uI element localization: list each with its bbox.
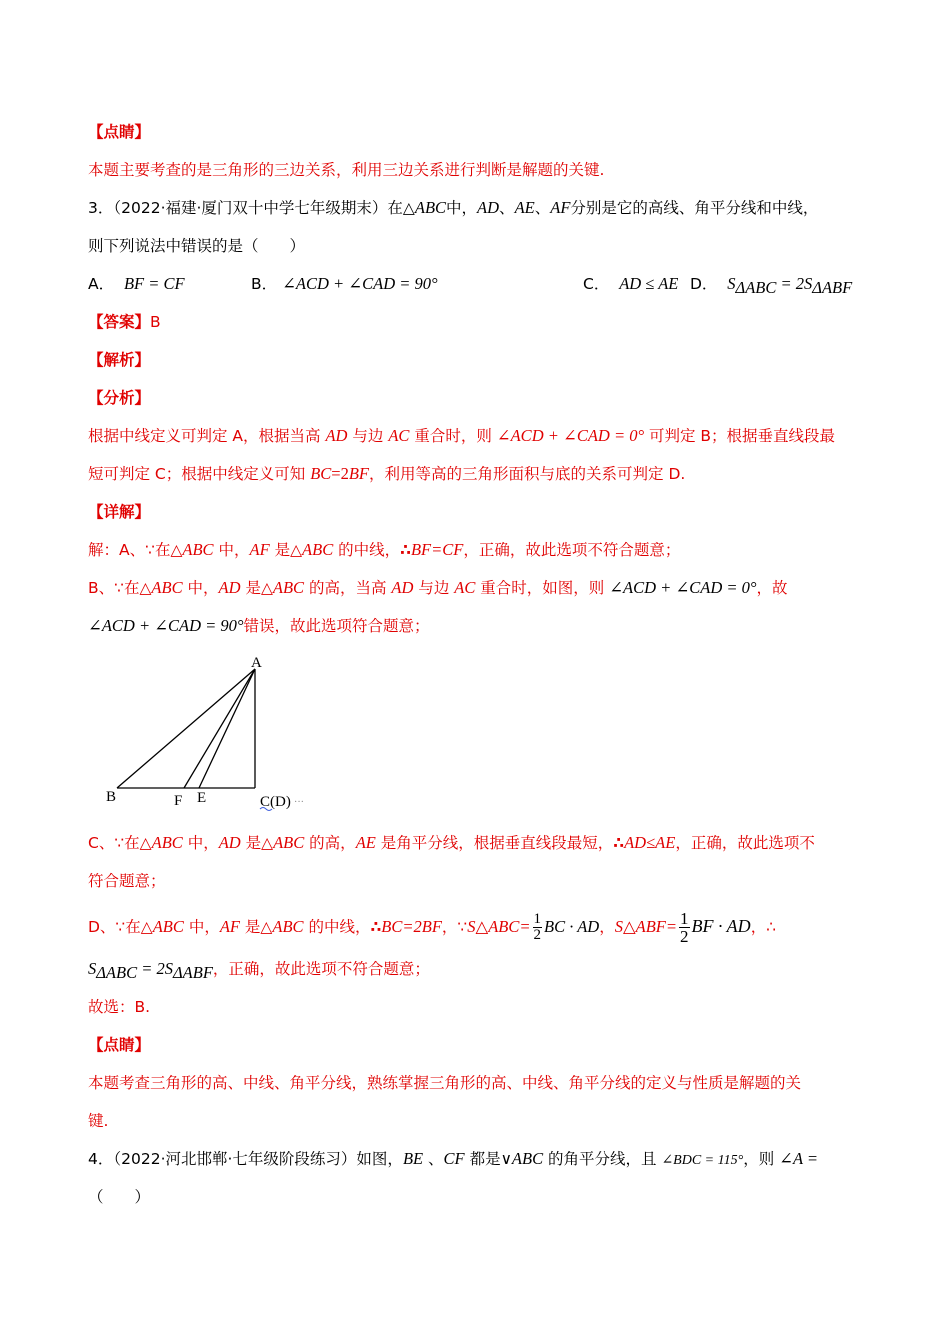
math: ABC xyxy=(273,833,305,852)
text: 与边 xyxy=(413,579,455,597)
segment-af xyxy=(184,669,255,788)
math: BC xyxy=(310,464,332,483)
math: ABC xyxy=(272,578,305,597)
frac-num: 1 xyxy=(533,911,542,927)
math: AE xyxy=(355,833,376,852)
detail-d xyxy=(88,910,776,945)
option-b xyxy=(251,273,438,295)
text: D、∵在△ xyxy=(88,918,153,936)
text: 中， xyxy=(446,199,478,217)
text: B、∵在△ xyxy=(88,579,152,597)
text: 的高， xyxy=(304,834,356,852)
math: ABC xyxy=(272,917,304,936)
option-a xyxy=(88,273,185,295)
option-label: B． xyxy=(251,275,278,293)
question-4-stem-line2: （ ） xyxy=(88,1188,151,1206)
math: S xyxy=(727,274,736,293)
math-af: AF xyxy=(550,198,571,217)
text: 是△ xyxy=(240,834,274,852)
jiexi-label: 【解析】 xyxy=(88,351,151,369)
text: 短可判定 C；根据中线定义可知 xyxy=(88,465,311,483)
therefore-symbol: ∴ xyxy=(370,918,382,936)
text: ， xyxy=(599,918,615,936)
dianjing-text-2: 本题考查三角形的高、中线、角平分线，熟练掌握三角形的高、中线、角平分线的定义与性质是解题的关 xyxy=(88,1074,802,1092)
detail-d-line2 xyxy=(88,958,430,984)
math: BC=2BF xyxy=(381,917,442,936)
question-number: 4． xyxy=(88,1150,114,1168)
text: 中， xyxy=(213,541,250,559)
text: C、∵在△ xyxy=(88,834,152,852)
question-source: （2022·河北邯郸·七年级阶段练习）如图， xyxy=(113,1150,403,1168)
math: BF xyxy=(348,464,370,483)
frac-den: 2 xyxy=(680,927,689,946)
math: AC xyxy=(454,578,476,597)
math: ABC xyxy=(302,540,334,559)
fraction-half xyxy=(679,910,690,945)
text: 的角平分线，且 xyxy=(543,1150,662,1168)
math-abc: ABC xyxy=(414,198,447,217)
option-math: ∠ACD + ∠CAD = 90° xyxy=(282,274,438,293)
text: 的中线， xyxy=(333,541,401,559)
math-ae: AE xyxy=(514,198,535,217)
math: AD≤AE xyxy=(624,833,676,852)
option-c xyxy=(583,273,678,295)
math: AD xyxy=(391,578,414,597)
math: ABC xyxy=(151,833,183,852)
text: 可判定 B；根据垂直线段最 xyxy=(644,427,836,445)
option-label: A． xyxy=(88,275,115,293)
option-label: D． xyxy=(690,275,718,293)
math-sub: ΔABF xyxy=(173,963,213,983)
question-4-stem xyxy=(88,1148,818,1172)
text: 是角平分线，根据垂直线段最短， xyxy=(375,834,614,852)
text: 是△ xyxy=(269,541,303,559)
math: = 2S xyxy=(776,274,813,293)
math: ∠A = xyxy=(779,1149,819,1168)
therefore-symbol: ∴ xyxy=(613,834,625,852)
detail-a xyxy=(88,539,680,561)
math: ABC xyxy=(152,917,184,936)
math: BE xyxy=(402,1149,424,1168)
option-label: C． xyxy=(583,275,610,293)
math: BF=CF xyxy=(410,540,464,559)
detail-c xyxy=(88,832,815,854)
text: ，则 xyxy=(743,1150,780,1168)
text: ，∵ xyxy=(441,918,468,936)
option-math: BF = CF xyxy=(123,274,185,293)
math: AD xyxy=(218,578,241,597)
dianjing-label-2: 【点睛】 xyxy=(88,1036,151,1054)
math: S△ABF= xyxy=(614,917,678,936)
dianjing-label: 【点睛】 xyxy=(88,123,151,141)
text: 是△ xyxy=(240,579,273,597)
math: =2 xyxy=(331,464,349,483)
math: AD xyxy=(218,833,241,852)
text: 是△ xyxy=(240,918,273,936)
fenxi-label: 【分析】 xyxy=(88,389,151,407)
answer-value: B xyxy=(150,313,161,331)
math: CF xyxy=(443,1149,465,1168)
label-e: E xyxy=(197,790,207,806)
label-b: B xyxy=(106,789,117,805)
math: AC xyxy=(388,426,410,445)
text: 解：A、∵在△ xyxy=(88,541,183,559)
text: 根据中线定义可判定 A，根据当高 xyxy=(88,427,326,445)
fenxi-line-1 xyxy=(88,425,835,447)
math: = 2S xyxy=(137,959,173,978)
dianjing-text-2-line2: 键. xyxy=(88,1112,109,1130)
math: ∠BDC = 115° xyxy=(661,1153,744,1168)
dots: ··· xyxy=(294,797,304,808)
text: 错误，故此选项符合题意； xyxy=(243,617,430,635)
text: 都是∨ xyxy=(464,1150,512,1168)
math: AD xyxy=(325,426,348,445)
math: BC · AD xyxy=(544,917,600,936)
option-math: AD ≤ AE xyxy=(619,274,679,293)
detail-c-line2: 符合题意； xyxy=(88,872,166,890)
text: 重合时，如图，则 xyxy=(475,579,610,597)
text: 的高，当高 xyxy=(304,579,392,597)
fraction-half xyxy=(533,912,543,943)
question-number: 3． xyxy=(88,199,114,217)
frac-num: 1 xyxy=(680,909,689,928)
math-sub: ΔABC xyxy=(96,963,138,983)
text: 的中线， xyxy=(303,918,371,936)
question-3-stem-line2: 则下列说法中错误的是（ ） xyxy=(88,237,306,255)
therefore-symbol: ∴ xyxy=(400,541,411,559)
text: 、 xyxy=(499,199,515,217)
text: ，利用等高的三角形面积与底的关系可判定 D. xyxy=(369,465,686,483)
math: AF xyxy=(249,540,270,559)
answer xyxy=(88,311,161,333)
text: ，∴ xyxy=(750,918,777,936)
text: 重合时，则 xyxy=(409,427,497,445)
math-sub: ΔABF xyxy=(812,278,853,298)
math: ∠ACD + ∠CAD = 0° xyxy=(496,426,645,445)
math-sub: ΔABC xyxy=(735,278,777,298)
fenxi-line-2 xyxy=(88,463,685,485)
question-3-stem xyxy=(88,197,818,219)
detail-b-line2 xyxy=(88,615,430,637)
text: 、 xyxy=(534,199,551,217)
math: S△ABC= xyxy=(467,917,531,936)
segment-ab xyxy=(117,669,255,788)
text: 中， xyxy=(182,834,219,852)
text: ，故 xyxy=(756,579,788,597)
text: ，正确，故此选项不符合题意； xyxy=(212,960,430,978)
detail-b xyxy=(88,577,788,599)
text: 中， xyxy=(182,579,219,597)
text: 中， xyxy=(183,918,220,936)
label-cd: C(D) xyxy=(260,794,291,810)
math: S xyxy=(88,959,97,978)
math: ∠ACD + ∠CAD = 90° xyxy=(88,616,244,635)
label-f: F xyxy=(174,793,183,809)
math: ABC xyxy=(151,578,183,597)
frac-den: 2 xyxy=(533,927,542,943)
xiangjie-label: 【详解】 xyxy=(88,503,151,521)
segment-ae xyxy=(199,669,255,788)
math: ABC xyxy=(511,1149,544,1168)
math: BF · AD xyxy=(691,916,751,936)
question-source: （2022·福建·厦门双十中学七年级期末）在△ xyxy=(113,199,415,217)
answer-label: 【答案】 xyxy=(88,313,151,331)
text: 、 xyxy=(423,1150,444,1168)
text: ，正确，故此选项不符合题意； xyxy=(463,541,681,559)
math: ∠ACD + ∠CAD = 0° xyxy=(609,578,757,597)
math: ABC xyxy=(182,540,214,559)
math-ad: AD xyxy=(477,198,500,217)
label-a: A xyxy=(251,655,262,671)
triangle-figure xyxy=(100,650,330,815)
dianjing-text: 本题主要考查的是三角形的三边关系，利用三边关系进行判断是解题的关键. xyxy=(88,161,605,179)
text: ，正确，故此选项不 xyxy=(675,834,815,852)
final-choice: 故选：B. xyxy=(88,998,151,1016)
text: 分别是它的高线、角平分线和中线， xyxy=(570,199,819,217)
text: 与边 xyxy=(347,427,389,445)
math: AF xyxy=(219,917,240,936)
option-d xyxy=(690,273,852,299)
